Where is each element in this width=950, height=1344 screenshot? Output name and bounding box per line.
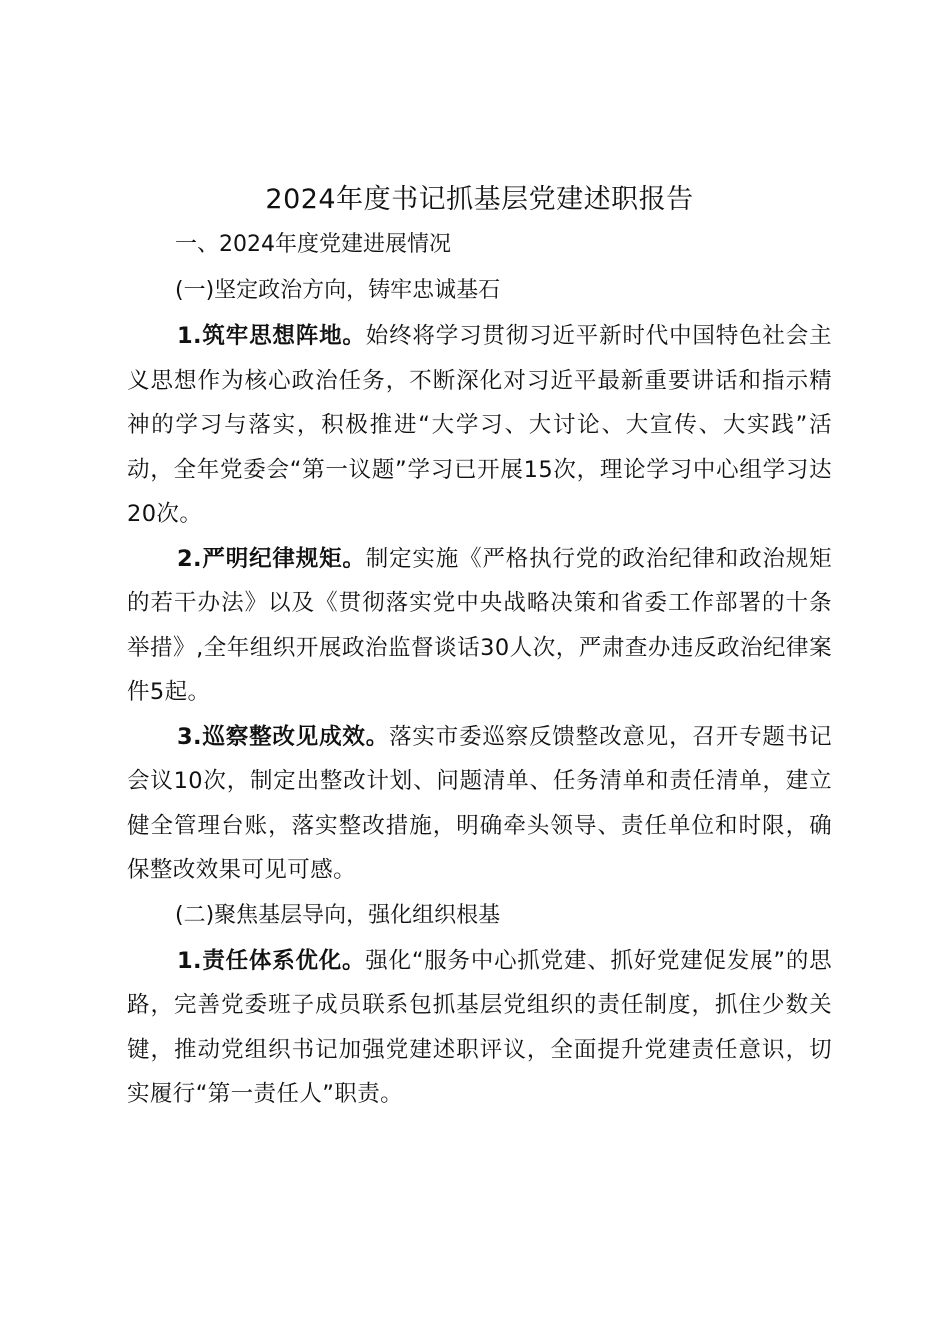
paragraph-1-text: 始终将学习贯彻习近平新时代中国特色社会主义思想作为核心政治任务，不断深化对习近平最新重要讲话和指示精神的学习与落实，积极推进“大学习、大讨论、大宣传、大实践”活动，全年党委会“第一议题”学习已开展15次，理论学习中心组学习达20次。 — [127, 323, 832, 527]
paragraph-2 — [127, 537, 832, 715]
paragraph-4 — [127, 939, 832, 1117]
subsection-heading-2: (二)聚焦基层导向，强化组织根基 — [175, 902, 501, 928]
paragraph-2-text: 制定实施《严格执行党的政治纪律和政治规矩的若干办法》以及《贯彻落实党中央战略决策和省委工作部署的十条举措》,全年组织开展政治监督谈话30人次，严肃查办违反政治纪律案件5起。 — [127, 545, 832, 705]
paragraph-1-lead: 1.筑牢思想阵地。 — [177, 323, 366, 349]
paragraph-3-lead: 3.巡察整改见成效。 — [177, 723, 390, 750]
document-title: 2024年度书记抓基层党建述职报告 — [265, 184, 694, 215]
section-heading-1: 一、2024年度党建进展情况 — [175, 232, 451, 257]
paragraph-3 — [127, 715, 832, 893]
document-body — [127, 178, 832, 1117]
subsection-heading-1: (一)坚定政治方向，铸牢忠诚基石 — [175, 278, 501, 303]
paragraph-3-text: 落实市委巡察反馈整改意见，召开专题书记会议10次，制定出整改计划、问题清单、任务清单和责任清单，建立健全管理台账，落实整改措施，明确牵头领导、责任单位和时限，确保整改效果可见可感。 — [127, 723, 832, 883]
paragraph-2-lead: 2.严明纪律规矩。 — [177, 545, 366, 572]
paragraph-1 — [127, 314, 832, 537]
paragraph-4-text: 强化“服务中心抓党建、抓好党建促发展”的思路，完善党委班子成员联系包抓基层党组织的责任制度，抓住少数关键，推动党组织书记加强党建述职评议，全面提升党建责任意识，切实履行“第一责任人”职责。 — [127, 947, 832, 1107]
paragraph-4-lead: 1.责任体系优化。 — [177, 947, 366, 974]
